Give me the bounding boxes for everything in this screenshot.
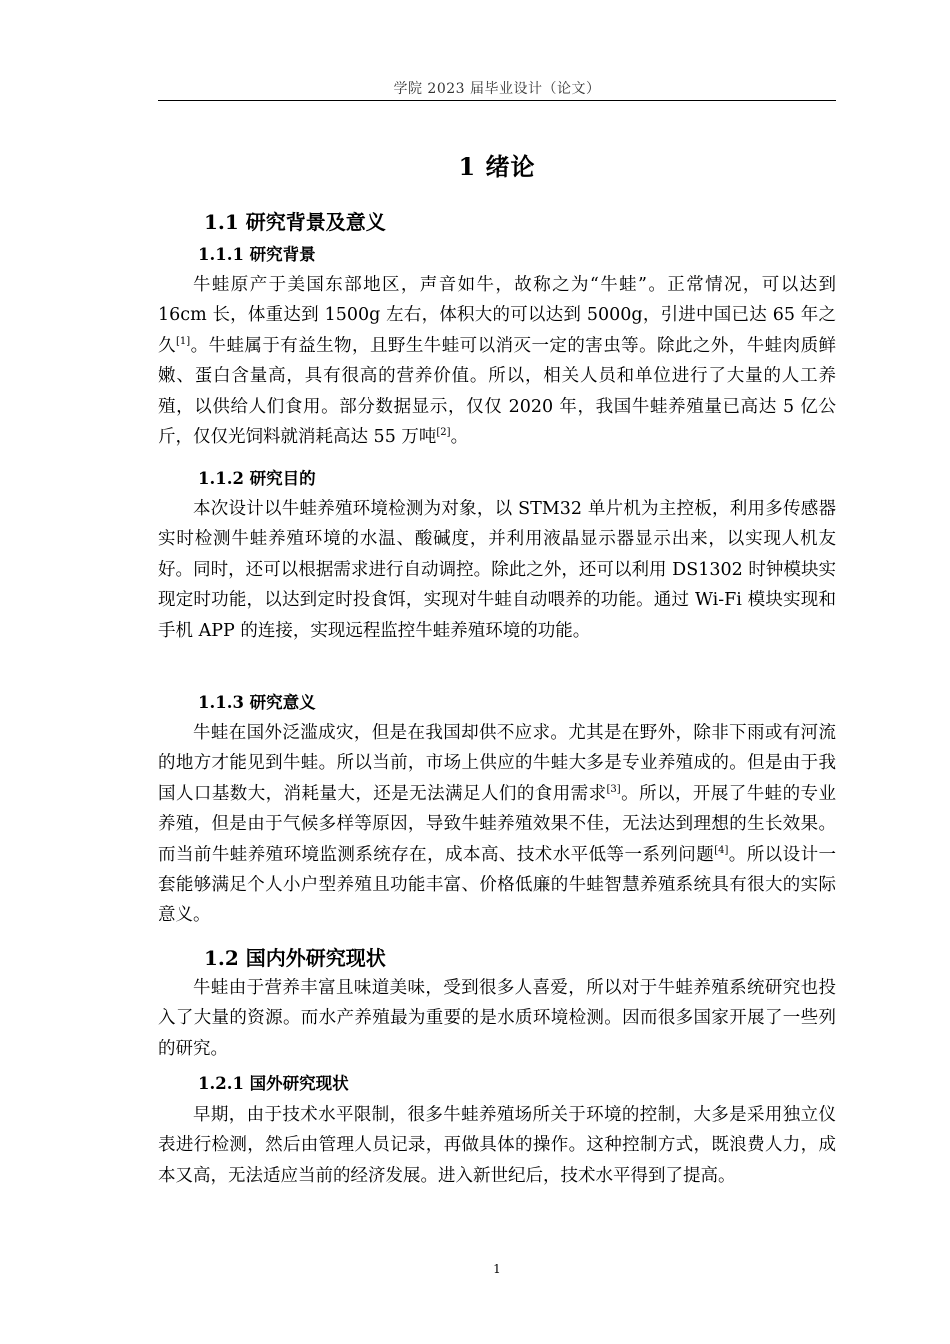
citation-3[interactable]: [3]	[606, 783, 621, 795]
page-number: 1	[493, 1262, 501, 1276]
subsection-heading-1-1-2: 1.1.2 研究目的	[198, 469, 316, 488]
paragraph-research-significance: 牛蛙在国外泛滥成灾，但是在我国却供不应求。尤其是在野外，除非下雨或有河流的地方才能见到牛蛙。所以当前，市场上供应的牛蛙大多是专业养殖成的。但是由于我国人口基数大，消耗量大，还是无法满足人们的食用需求[3]。所以，开展了牛蛙的专业养殖，但是由于气候多样等原因，导致牛蛙养殖效果不佳，无法达到理想的生长效果。而当前牛蛙养殖环境监测系统存在，成本高、技术水平低等一系列问题[4]。所以设计一套能够满足个人小户型养殖且功能丰富、价格低廉的牛蛙智慧养殖系统具有很大的实际意义。	[158, 723, 837, 926]
citation-2[interactable]: [2]	[436, 427, 451, 439]
section-heading-1-2: 1.2 国内外研究现状	[204, 946, 386, 970]
subsection-heading-1-1-3: 1.1.3 研究意义	[198, 693, 316, 712]
paragraph-research-background: 牛蛙原产于美国东部地区，声音如牛，故称之为“牛蛙”。正常情况，可以达到 16cm 长，体重达到 1500g 左右，体积大的可以达到 5000g，引进中国已达 65 年之久[1]。牛蛙属于有益生物，且野生牛蛙可以消灭一定的害虫等。除此之外，牛蛙肉质鲜嫩、蛋白含量高，具有很高的营养价值。所以，相关人员和单位进行了大量的人工养殖，以供给人们食用。部分数据显示，仅仅 2020 年，我国牛蛙养殖量已高达 5 亿公斤，仅仅光饲料就消耗高达 55 万吨[2]。	[158, 275, 837, 448]
citation-4[interactable]: [4]	[714, 844, 729, 856]
chapter-title: 1 绪论	[458, 152, 536, 181]
section-heading-1-1: 1.1 研究背景及意义	[204, 210, 386, 234]
paragraph-research-purpose: 本次设计以牛蛙养殖环境检测为对象，以 STM32 单片机为主控板，利用多传感器实时检测牛蛙养殖环境的水温、酸碱度，并利用液晶显示器显示出来，以实现人机友好。同时，还可以根据需求进行自动调控。除此之外，还可以利用 DS1302 时钟模块实现定时功能，以达到定时投食饵，实现对牛蛙自动喂养的功能。通过 Wi-Fi 模块实现和手机 APP 的连接，实现远程监控牛蛙养殖环境的功能。	[158, 499, 836, 641]
subsection-heading-1-2-1: 1.2.1 国外研究现状	[198, 1074, 349, 1093]
paragraph-foreign-status: 早期，由于技术水平限制，很多牛蛙养殖场所关于环境的控制，大多是采用独立仪表进行检测，然后由管理人员记录，再做具体的操作。这种控制方式，既浪费人力，成本又高，无法适应当前的经济发展。进入新世纪后，技术水平得到了提高。	[158, 1105, 836, 1186]
subsection-heading-1-1-1: 1.1.1 研究背景	[198, 245, 316, 264]
document-page	[158, 0, 836, 1344]
header-rule	[158, 100, 836, 101]
running-header: 学院 2023 届毕业设计（论文）	[393, 81, 601, 97]
citation-1[interactable]: [1]	[175, 335, 191, 347]
paragraph-research-status: 牛蛙由于营养丰富且味道美味，受到很多人喜爱，所以对于牛蛙养殖系统研究也投入了大量的资源。而水产养殖最为重要的是水质环境检测。因而很多国家开展了一些列的研究。	[158, 978, 836, 1059]
